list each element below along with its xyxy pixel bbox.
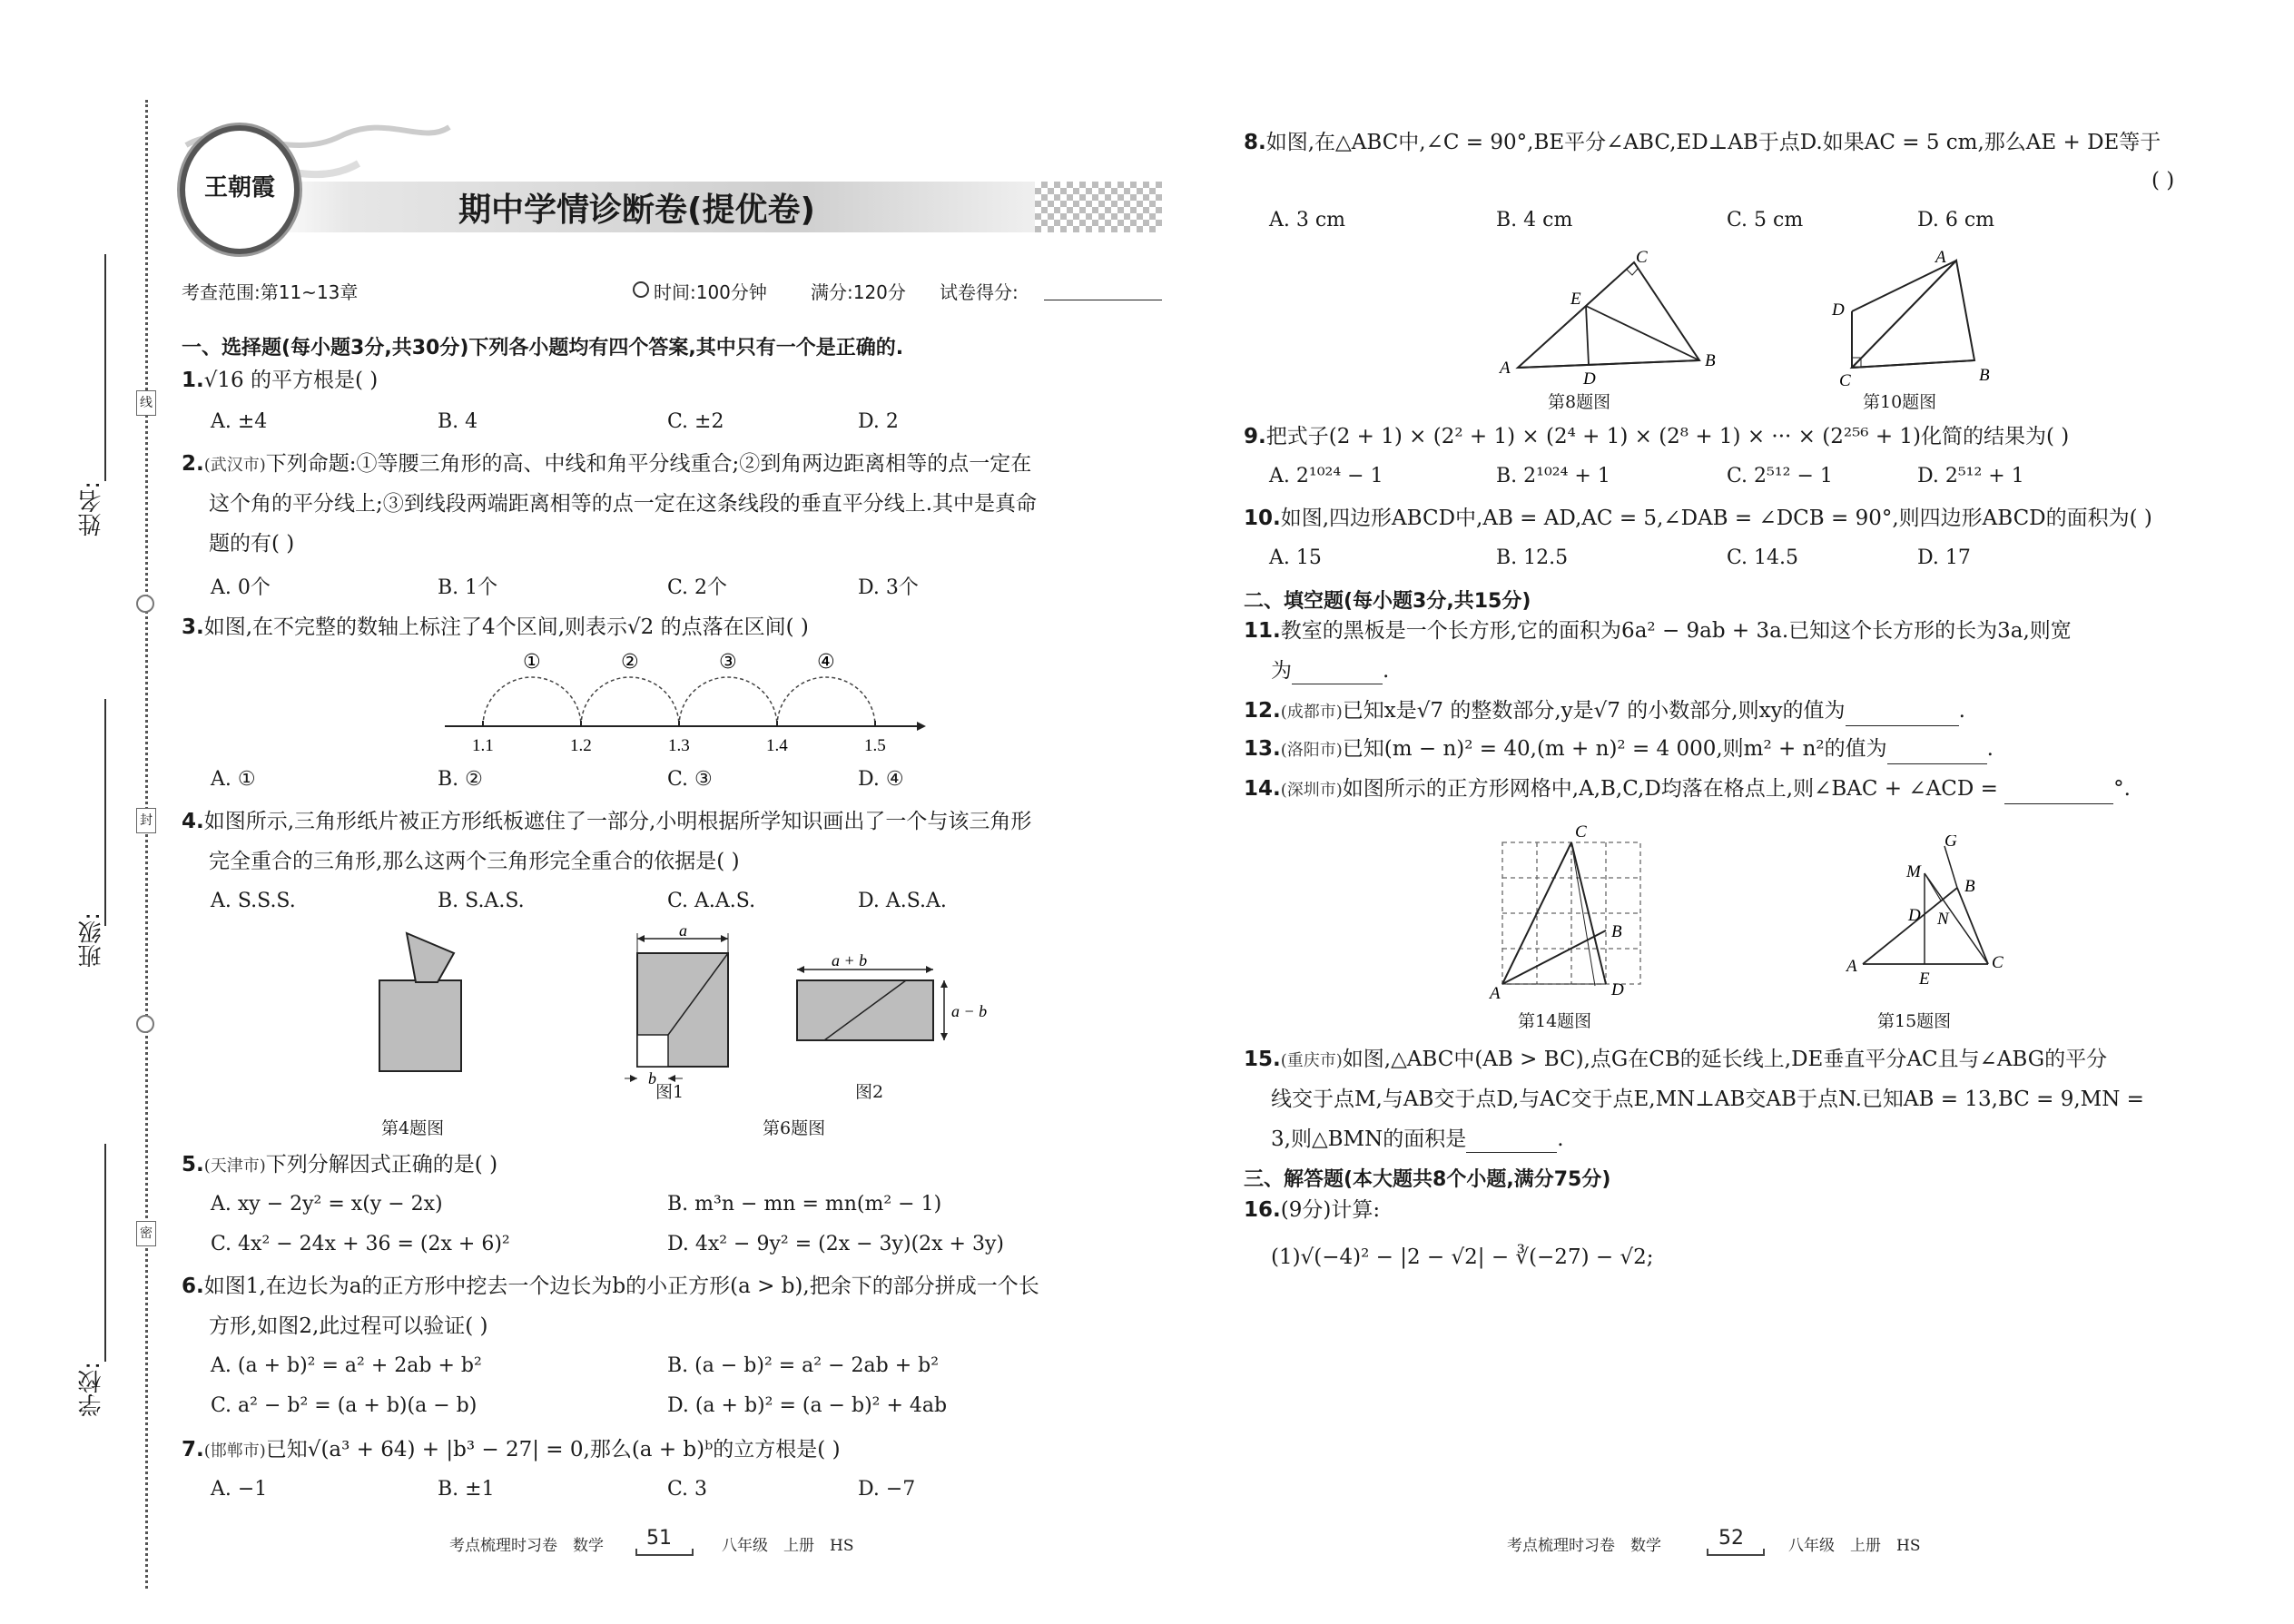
caption-q14: 第14题图 (1518, 1011, 1592, 1031)
label-A: A (1490, 984, 1501, 999)
tick-label: 1.5 (864, 736, 886, 755)
clock-icon (633, 281, 649, 298)
caption-fig2: 图2 (855, 1082, 884, 1102)
label-A: A (1935, 250, 1946, 267)
region-label: ③ (719, 651, 737, 674)
page-bracket-left (635, 1549, 694, 1556)
question-12: 12.(成都市)已知x是√7 的整数部分,y是√7 的小数部分,则xy的值为 . (1244, 697, 1965, 726)
checker-pattern (1035, 182, 1162, 232)
school-label: 学校: (78, 1362, 105, 1417)
figure-q8 (1498, 250, 1725, 386)
class-label: 班级: (78, 912, 105, 968)
q8-option-d[interactable]: D. 6 cm (1917, 209, 1995, 231)
q1-option-a[interactable]: A. ±4 (211, 410, 268, 433)
name-label: 姓名: (78, 481, 105, 536)
school-underline (104, 1144, 106, 1362)
page-title: 期中学情诊断卷(提优卷) (458, 192, 815, 229)
question-16: 16.(9分)计算: (1244, 1198, 1381, 1222)
label-N: N (1937, 910, 1949, 929)
footer-grade-right: 八年级 上册 HS (1788, 1537, 1921, 1555)
fig1-label-b: b (648, 1069, 656, 1088)
q13-answer-blank[interactable] (1887, 743, 1987, 764)
footer-book-right: 考点梳理时习卷 数学 (1507, 1537, 1661, 1555)
q1-option-b[interactable]: B. 4 (438, 410, 478, 433)
question-10: 10.如图,四边形ABCD中,AB = AD,AC = 5,∠DAB = ∠DCB = 90°,则四边形ABCD的面积为( ) (1244, 507, 2152, 530)
label-B: B (1705, 351, 1716, 370)
q3-option-a[interactable]: A. ① (211, 768, 256, 791)
q11-answer-blank[interactable] (1292, 664, 1383, 684)
label-M: M (1906, 862, 1921, 881)
q6-option-d[interactable]: D. (a + b)² = (a − b)² + 4ab (667, 1394, 948, 1417)
q4-option-a[interactable]: A. S.S.S. (211, 890, 296, 912)
question-7: 7.(邯郸市)已知√(a³ + 64) + |b³ − 27| = 0,那么(a + b)ᵇ的立方根是( ) (182, 1438, 841, 1462)
seal-label-xian: 线 (136, 390, 156, 416)
label-D: D (1583, 369, 1596, 386)
q9-option-d[interactable]: D. 2⁵¹² + 1 (1917, 465, 2024, 487)
page-bracket-right (1707, 1549, 1765, 1556)
label-C: C (1839, 371, 1851, 386)
q8-option-a[interactable]: A. 3 cm (1269, 209, 1346, 231)
figure-q6-2 (788, 953, 997, 1062)
label-E: E (1570, 290, 1581, 309)
label-D: D (1611, 980, 1624, 999)
ring-icon (136, 595, 154, 613)
page-number-right: 52 (1718, 1527, 1744, 1550)
label-C: C (1992, 953, 2004, 972)
caption-q4: 第4题图 (381, 1118, 445, 1138)
fig2-label-apb: a + b (832, 953, 868, 969)
q7-option-a[interactable]: A. −1 (211, 1478, 268, 1501)
q3-option-d[interactable]: D. ④ (858, 768, 904, 791)
caption-q6: 第6题图 (763, 1118, 826, 1138)
logo-text: 王朝霞 (203, 174, 275, 202)
label-A: A (1846, 957, 1857, 976)
question-2-line3: 题的有( ) (209, 532, 295, 556)
q5-option-c[interactable]: C. 4x² − 24x + 36 = (2x + 6)² (211, 1233, 510, 1255)
number-line-figure (436, 646, 926, 764)
q8-option-b[interactable]: B. 4 cm (1496, 209, 1573, 231)
fig2-label-amb: a − b (951, 1002, 988, 1020)
fig1-label-a: a (679, 926, 687, 940)
q10-option-d[interactable]: D. 17 (1917, 546, 1971, 569)
logo-seal (180, 125, 300, 254)
question-3: 3.如图,在不完整的数轴上标注了4个区间,则表示√2 的点落在区间( ) (182, 615, 809, 639)
q4-option-c[interactable]: C. A.A.S. (667, 890, 756, 912)
q3-option-b[interactable]: B. ② (438, 768, 483, 791)
caption-q15: 第15题图 (1877, 1011, 1952, 1031)
question-5: 5.(天津市)下列分解因式正确的是( ) (182, 1153, 498, 1176)
label-B: B (1611, 922, 1622, 941)
question-13: 13.(洛阳市)已知(m − n)² = 40,(m + n)² = 4 000,则m² + n²的值为 . (1244, 735, 1994, 764)
section-choice-heading: 一、选择题(每小题3分,共30分)下列各小题均有四个答案,其中只有一个是正确的. (182, 337, 904, 359)
label-C: C (1575, 822, 1587, 842)
ring-icon (136, 1015, 154, 1033)
label-B: B (1964, 877, 1975, 896)
figure-q4 (363, 926, 481, 1089)
time-text: 时间:100分钟 (654, 281, 767, 303)
q15-answer-blank[interactable] (1466, 1132, 1557, 1153)
score-label: 试卷得分: (940, 281, 1019, 303)
question-8: 8.如图,在△ABC中,∠C = 90°,BE平分∠ABC,ED⊥AB于点D.如果AC = 5 cm,那么AE + DE等于 (1244, 131, 2161, 154)
scope-text: 考查范围:第11~13章 (182, 281, 359, 303)
q1-option-c[interactable]: C. ±2 (667, 410, 724, 433)
q9-option-c[interactable]: C. 2⁵¹² − 1 (1727, 465, 1833, 487)
q7-option-b[interactable]: B. ±1 (438, 1478, 495, 1501)
question-9: 9.把式子(2 + 1) × (2² + 1) × (2⁴ + 1) × (2⁸ + 1) × ··· × (2²⁵⁶ + 1)化简的结果为( ) (1244, 425, 2070, 448)
figure-q10 (1816, 250, 2006, 386)
region-label: ② (621, 651, 639, 674)
caption-q8: 第8题图 (1548, 392, 1611, 412)
full-score-text: 满分:120分 (811, 281, 906, 303)
label-D: D (1832, 300, 1845, 320)
question-16-part1: (1)√(−4)² − |2 − √2| − ∛(−27) − √2; (1271, 1245, 1654, 1269)
page-number-left: 51 (646, 1527, 672, 1550)
q12-answer-blank[interactable] (1846, 705, 1959, 726)
label-C: C (1636, 250, 1648, 267)
q2-option-c[interactable]: C. 2个 (667, 576, 728, 599)
question-1: 1.√16 的平方根是( ) (182, 369, 379, 392)
q2-option-d[interactable]: D. 3个 (858, 576, 919, 599)
question-11: 11.教室的黑板是一个长方形,它的面积为6a² − 9ab + 3a.已知这个长方形的长为3a,则宽 (1244, 619, 2072, 643)
q6-option-a[interactable]: A. (a + b)² = a² + 2ab + b² (211, 1354, 482, 1377)
question-4: 4.如图所示,三角形纸片被正方形纸板遮住了一部分,小明根据所学知识画出了一个与该三角形 (182, 810, 1032, 833)
figure-q15 (1843, 835, 2024, 989)
seal-label-feng: 封 (136, 808, 156, 833)
q2-option-b[interactable]: B. 1个 (438, 576, 498, 599)
question-15-line3: 3,则△BMN的面积是 . (1271, 1127, 1564, 1151)
q4-option-d[interactable]: D. A.S.A. (858, 890, 947, 912)
label-A: A (1500, 359, 1511, 378)
q7-option-d[interactable]: D. −7 (858, 1478, 916, 1501)
section-answer-heading: 三、解答题(本大题共8个小题,满分75分) (1244, 1168, 1611, 1191)
tick-label: 1.4 (766, 736, 788, 755)
caption-fig1: 图1 (655, 1082, 684, 1102)
q8-option-c[interactable]: C. 5 cm (1727, 209, 1804, 231)
region-label: ④ (817, 651, 835, 674)
label-B: B (1979, 366, 1990, 385)
question-2-line2: 这个角的平分线上;③到线段两端距离相等的点一定在这条线段的垂直平分线上.其中是真命 (209, 492, 1038, 516)
q5-option-a[interactable]: A. xy − 2y² = x(y − 2x) (211, 1193, 443, 1216)
binding-dotted-line (145, 100, 148, 1589)
tick-label: 1.2 (570, 736, 592, 755)
class-underline (104, 699, 106, 926)
question-15-line2: 线交于点M,与AB交于点D,与AC交于点E,MN⊥AB交AB于点N.已知AB = 13,BC = 9,MN = (1271, 1088, 2144, 1111)
q6-option-b[interactable]: B. (a − b)² = a² − 2ab + b² (667, 1354, 940, 1377)
question-14: 14.(深圳市)如图所示的正方形网格中,A,B,C,D均落在格点上,则∠BAC + ∠ACD = °. (1244, 775, 2131, 804)
question-8-paren: ( ) (2151, 169, 2175, 192)
q10-option-b[interactable]: B. 12.5 (1496, 546, 1569, 569)
caption-q10: 第10题图 (1863, 392, 1937, 412)
region-label: ① (523, 651, 541, 674)
q5-option-d[interactable]: D. 4x² − 9y² = (2x − 3y)(2x + 3y) (667, 1233, 1004, 1255)
label-G: G (1944, 835, 1957, 851)
q2-option-a[interactable]: A. 0个 (211, 576, 271, 599)
q1-option-d[interactable]: D. 2 (858, 410, 899, 433)
q9-option-b[interactable]: B. 2¹⁰²⁴ + 1 (1496, 465, 1610, 487)
footer-book-left: 考点梳理时习卷 数学 (449, 1537, 604, 1555)
question-15: 15.(重庆市)如图,△ABC中(AB > BC),点G在CB的延长线上,DE垂直平分AC且与∠ABG的平分 (1244, 1048, 2108, 1071)
q7-option-c[interactable]: C. 3 (667, 1478, 708, 1501)
tick-label: 1.1 (472, 736, 494, 755)
question-2: 2.(武汉市)下列命题:①等腰三角形的高、中线和角平分线重合;②到角两边距离相等的点一定在 (182, 452, 1032, 476)
q3-option-c[interactable]: C. ③ (667, 768, 713, 791)
figure-q6-1 (617, 926, 753, 1089)
name-underline (104, 254, 106, 481)
q10-option-a[interactable]: A. 15 (1269, 546, 1322, 569)
q9-option-a[interactable]: A. 2¹⁰²⁴ − 1 (1269, 465, 1383, 487)
q6-option-c[interactable]: C. a² − b² = (a + b)(a − b) (211, 1394, 478, 1417)
label-D: D (1908, 906, 1921, 925)
q16-answer-area[interactable] (1244, 1289, 2224, 1507)
question-6: 6.如图1,在边长为a的正方形中挖去一个边长为b的小正方形(a > b),把余下的部分拼成一个长 (182, 1275, 1039, 1298)
label-E: E (1919, 969, 1930, 989)
q14-answer-blank[interactable] (2004, 783, 2113, 804)
question-11-line2: 为 . (1271, 659, 1390, 683)
question-6-line2: 方形,如图2,此过程可以验证( ) (209, 1314, 488, 1338)
q4-option-b[interactable]: B. S.A.S. (438, 890, 525, 912)
q10-option-c[interactable]: C. 14.5 (1727, 546, 1799, 569)
footer-grade-left: 八年级 上册 HS (722, 1537, 854, 1555)
tick-label: 1.3 (668, 736, 690, 755)
question-4-line2: 完全重合的三角形,那么这两个三角形完全重合的依据是( ) (209, 850, 740, 873)
section-fill-heading: 二、填空题(每小题3分,共15分) (1244, 590, 1531, 613)
seal-label-mi: 密 (136, 1221, 156, 1246)
figure-q14-grid (1484, 817, 1693, 999)
q5-option-b[interactable]: B. m³n − mn = mn(m² − 1) (667, 1193, 942, 1216)
